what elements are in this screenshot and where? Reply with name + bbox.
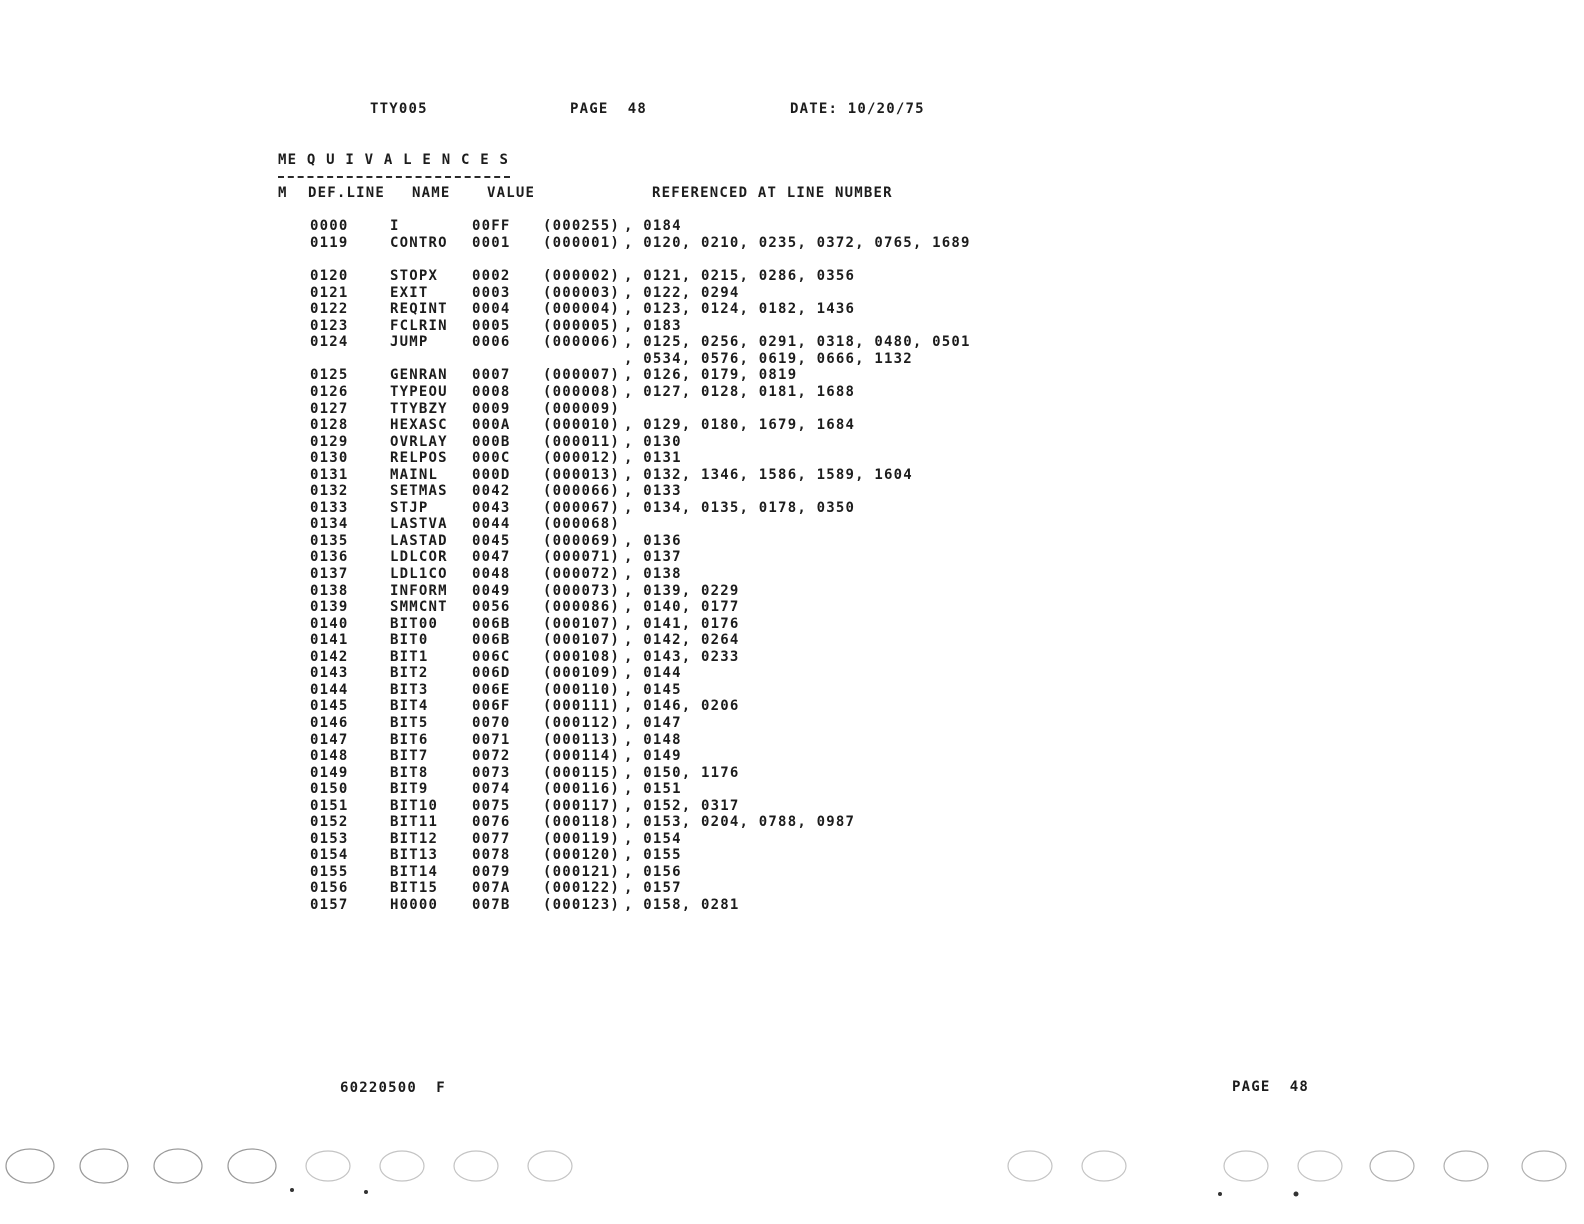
feed-hole	[1444, 1151, 1488, 1181]
symbol-name-cell: REQINT	[390, 301, 448, 318]
references-cell: , 0141, 0176	[624, 615, 740, 632]
def-line-cell: 0119	[310, 234, 349, 251]
def-line-cell: 0127	[310, 400, 349, 417]
column-header-m: M	[278, 185, 288, 201]
hex-value-cell: 006E	[472, 681, 511, 698]
hex-value-cell: 0007	[472, 367, 511, 384]
references-cell: , 0148	[624, 731, 682, 748]
symbol-name-cell: BIT13	[390, 847, 439, 864]
def-line-cell: 0154	[310, 847, 349, 864]
def-line-cell: 0134	[310, 516, 349, 533]
symbol-name-cell: OVRLAY	[390, 433, 448, 450]
def-line-cell: 0150	[310, 781, 349, 798]
feed-hole	[1008, 1151, 1052, 1181]
references-cell: , 0130	[624, 433, 682, 450]
hex-value-cell: 0056	[472, 599, 511, 616]
references-cell: , 0122, 0294	[624, 284, 740, 301]
def-line-cell: 0131	[310, 466, 349, 483]
def-line-cell: 0132	[310, 483, 349, 500]
decimal-value-cell: (000122)	[543, 880, 621, 897]
hex-value-cell: 0070	[472, 714, 511, 731]
decimal-value-cell: (000107)	[543, 632, 621, 649]
symbol-name-cell: FCLRIN	[390, 317, 448, 334]
column-header-name: NAME	[412, 185, 451, 201]
def-line-cell: 0145	[310, 698, 349, 715]
symbol-name-cell: TTYBZY	[390, 400, 448, 417]
decimal-value-cell: (000007)	[543, 367, 621, 384]
section-title: ME Q U I V A L E N C E S	[278, 152, 510, 168]
def-line-cell: 0121	[310, 284, 349, 301]
feed-hole	[454, 1151, 498, 1181]
decimal-value-cell: (000013)	[543, 466, 621, 483]
def-line-cell: 0139	[310, 599, 349, 616]
references-cell: , 0146, 0206	[624, 698, 740, 715]
symbol-name-cell: RELPOS	[390, 450, 448, 467]
references-cell: , 0131	[624, 450, 682, 467]
hex-value-cell: 0042	[472, 483, 511, 500]
program-name: TTY005	[370, 101, 428, 117]
def-line-cell: 0148	[310, 748, 349, 765]
def-line-cell: 0152	[310, 814, 349, 831]
decimal-value-cell: (000004)	[543, 301, 621, 318]
symbol-name-cell: I	[390, 218, 400, 234]
def-line-cell: 0151	[310, 797, 349, 814]
hex-value-cell: 0074	[472, 781, 511, 798]
hex-value-cell: 0008	[472, 383, 511, 400]
def-line-cell: 0155	[310, 863, 349, 880]
def-line-cell: 0140	[310, 615, 349, 632]
footer-page-number: PAGE 48	[1232, 1079, 1310, 1095]
decimal-value-cell: (000006)	[543, 334, 621, 351]
hex-value-cell: 007A	[472, 880, 511, 897]
symbol-name-cell: H0000	[390, 897, 439, 913]
references-cell: , 0121, 0215, 0286, 0356	[624, 268, 856, 285]
symbol-name-cell: BIT12	[390, 830, 439, 847]
decimal-value-cell: (000071)	[543, 549, 621, 566]
references-cell: , 0143, 0233	[624, 648, 740, 665]
decimal-value-cell: (000072)	[543, 566, 621, 582]
symbol-name-cell: STOPX	[390, 268, 439, 285]
references-cell: , 0184	[624, 218, 682, 234]
def-line-cell: 0156	[310, 880, 349, 897]
decimal-value-cell: (000068)	[543, 516, 621, 533]
references-cell: , 0155	[624, 847, 682, 864]
hex-value-cell: 006B	[472, 615, 511, 632]
references-cell: , 0140, 0177	[624, 599, 740, 616]
hex-value-cell: 0009	[472, 400, 511, 417]
def-line-cell: 0123	[310, 317, 349, 334]
page-number: PAGE 48	[570, 101, 648, 117]
def-line-cell: 0137	[310, 566, 349, 582]
def-line-cell: 0133	[310, 499, 349, 516]
symbol-name-cell: BIT4	[390, 698, 429, 715]
symbol-name-cell: BIT0	[390, 632, 429, 649]
hex-value-cell: 0002	[472, 268, 511, 285]
def-line-cell: 0149	[310, 764, 349, 781]
references-cell: , 0144	[624, 665, 682, 682]
column-header-referenced: REFERENCED AT LINE NUMBER	[652, 185, 893, 201]
decimal-value-cell: (000107)	[543, 615, 621, 632]
def-line-cell: 0153	[310, 830, 349, 847]
references-cell: , 0123, 0124, 0182, 1436	[624, 301, 856, 318]
references-cell: , 0183	[624, 317, 682, 334]
references-cell: , 0151	[624, 781, 682, 798]
decimal-value-cell: (000113)	[543, 731, 621, 748]
references-cell: , 0136	[624, 532, 682, 549]
feed-hole	[1082, 1151, 1126, 1181]
hex-value-cell: 0044	[472, 516, 511, 533]
references-cell: , 0154	[624, 830, 682, 847]
decimal-value-cell: (000005)	[543, 317, 621, 334]
references-cell: , 0129, 0180, 1679, 1684	[624, 417, 856, 434]
hex-value-cell: 0078	[472, 847, 511, 864]
hex-value-cell: 0073	[472, 764, 511, 781]
symbol-name-cell: BIT11	[390, 814, 439, 831]
references-cell: , 0153, 0204, 0788, 0987	[624, 814, 856, 831]
decimal-value-cell: (000117)	[543, 797, 621, 814]
symbol-name-cell: BIT6	[390, 731, 429, 748]
symbol-name-cell: BIT14	[390, 863, 439, 880]
decimal-value-cell: (000119)	[543, 830, 621, 847]
decimal-value-cell: (000086)	[543, 599, 621, 616]
decimal-value-cell: (000001)	[543, 234, 621, 251]
symbol-name-cell: INFORM	[390, 582, 448, 599]
references-cell: , 0150, 1176	[624, 764, 740, 781]
column-header-def-line: DEF.LINE	[308, 185, 386, 201]
symbol-name-cell: STJP	[390, 499, 429, 516]
def-line-cell: 0122	[310, 301, 349, 318]
paper-speck	[1218, 1192, 1222, 1196]
paper-speck	[290, 1188, 294, 1192]
decimal-value-cell: (000009)	[543, 400, 621, 417]
symbol-name-cell: LASTVA	[390, 516, 448, 533]
def-line-cell: 0124	[310, 334, 349, 351]
symbol-name-cell: HEXASC	[390, 417, 448, 434]
feed-hole	[154, 1149, 202, 1183]
def-line-cell: 0135	[310, 532, 349, 549]
decimal-value-cell: (000115)	[543, 764, 621, 781]
hex-value-cell: 0006	[472, 334, 511, 351]
decimal-value-cell: (000073)	[543, 582, 621, 599]
hex-value-cell: 0079	[472, 863, 511, 880]
hex-value-cell: 0076	[472, 814, 511, 831]
hex-value-cell: 00FF	[472, 218, 511, 234]
hex-value-cell: 007B	[472, 897, 511, 913]
references-cell: , 0127, 0128, 0181, 1688	[624, 383, 856, 400]
feed-hole	[1370, 1151, 1414, 1181]
decimal-value-cell: (000067)	[543, 499, 621, 516]
feed-hole	[1224, 1151, 1268, 1181]
decimal-value-cell: (000108)	[543, 648, 621, 665]
symbol-name-cell: BIT8	[390, 764, 429, 781]
decimal-value-cell: (000114)	[543, 748, 621, 765]
references-cell: , 0126, 0179, 0819	[624, 367, 798, 384]
references-cell: , 0147	[624, 714, 682, 731]
hex-value-cell: 000D	[472, 466, 511, 483]
def-line-cell: 0129	[310, 433, 349, 450]
hex-value-cell: 0045	[472, 532, 511, 549]
symbol-name-cell: GENRAN	[390, 367, 448, 384]
feed-hole	[528, 1151, 572, 1181]
symbol-name-cell: BIT2	[390, 665, 429, 682]
symbol-name-cell: SMMCNT	[390, 599, 448, 616]
def-line-cell: 0144	[310, 681, 349, 698]
decimal-value-cell: (000012)	[543, 450, 621, 467]
decimal-value-cell: (000111)	[543, 698, 621, 715]
symbol-name-cell: BIT00	[390, 615, 439, 632]
paper-speck	[364, 1190, 368, 1194]
hex-value-cell: 0049	[472, 582, 511, 599]
footer-document-code: 60220500 F	[340, 1080, 446, 1096]
hex-value-cell: 0075	[472, 797, 511, 814]
def-line-cell: 0120	[310, 268, 349, 285]
def-line-cell: 0146	[310, 714, 349, 731]
decimal-value-cell: (000008)	[543, 383, 621, 400]
hex-value-cell: 0071	[472, 731, 511, 748]
def-line-cell: 0136	[310, 549, 349, 566]
hex-value-cell: 0003	[472, 284, 511, 301]
column-header-value: VALUE	[487, 185, 536, 201]
symbol-name-cell: TYPEOU	[390, 383, 448, 400]
references-cell: , 0156	[624, 863, 682, 880]
def-line-cell: 0157	[310, 897, 349, 913]
feed-hole	[1298, 1151, 1342, 1181]
decimal-value-cell: (000003)	[543, 284, 621, 301]
references-cell: , 0145	[624, 681, 682, 698]
decimal-value-cell: (000118)	[543, 814, 621, 831]
decimal-value-cell: (000120)	[543, 847, 621, 864]
decimal-value-cell: (000121)	[543, 863, 621, 880]
symbol-name-cell: MAINL	[390, 466, 439, 483]
hex-value-cell: 0072	[472, 748, 511, 765]
hex-value-cell: 0043	[472, 499, 511, 516]
decimal-value-cell: (000112)	[543, 714, 621, 731]
hex-value-cell: 006C	[472, 648, 511, 665]
references-cell: , 0120, 0210, 0235, 0372, 0765, 1689	[624, 234, 971, 251]
references-cell: , 0142, 0264	[624, 632, 740, 649]
references-cell: , 0152, 0317	[624, 797, 740, 814]
references-cell: , 0157	[624, 880, 682, 897]
print-date: DATE: 10/20/75	[790, 101, 925, 117]
references-cell: , 0125, 0256, 0291, 0318, 0480, 0501	[624, 334, 971, 351]
symbol-name-cell: BIT7	[390, 748, 429, 765]
hex-value-cell: 006D	[472, 665, 511, 682]
def-line-cell: 0130	[310, 450, 349, 467]
hex-value-cell: 0047	[472, 549, 511, 566]
symbol-name-cell: BIT10	[390, 797, 439, 814]
symbol-name-cell: SETMAS	[390, 483, 448, 500]
decimal-value-cell: (000116)	[543, 781, 621, 798]
symbol-name-cell: BIT1	[390, 648, 429, 665]
hex-value-cell: 000A	[472, 417, 511, 434]
hex-value-cell: 0005	[472, 317, 511, 334]
feed-hole	[228, 1149, 276, 1183]
symbol-name-cell: EXIT	[390, 284, 429, 301]
section-underline	[278, 176, 510, 178]
def-line-cell: 0125	[310, 367, 349, 384]
symbol-name-cell: JUMP	[390, 334, 429, 351]
def-line-cell: 0128	[310, 417, 349, 434]
decimal-value-cell: (000255)	[543, 218, 621, 234]
references-cell: , 0132, 1346, 1586, 1589, 1604	[624, 466, 913, 483]
paper-speck	[1294, 1192, 1299, 1197]
decimal-value-cell: (000123)	[543, 897, 621, 913]
hex-value-cell: 006F	[472, 698, 511, 715]
references-cell: , 0137	[624, 549, 682, 566]
hex-value-cell: 000B	[472, 433, 511, 450]
decimal-value-cell: (000069)	[543, 532, 621, 549]
feed-hole	[80, 1149, 128, 1183]
decimal-value-cell: (000066)	[543, 483, 621, 500]
def-line-cell: 0142	[310, 648, 349, 665]
references-cell: , 0138	[624, 566, 682, 582]
tractor-feed-holes	[0, 1140, 1584, 1200]
references-cell: , 0133	[624, 483, 682, 500]
symbol-name-cell: LDL1CO	[390, 566, 448, 582]
symbol-name-cell: LDLCOR	[390, 549, 448, 566]
symbol-name-cell: BIT9	[390, 781, 429, 798]
decimal-value-cell: (000002)	[543, 268, 621, 285]
def-line-cell: 0000	[310, 218, 349, 234]
references-cell: , 0139, 0229	[624, 582, 740, 599]
references-cell: , 0134, 0135, 0178, 0350	[624, 499, 856, 516]
feed-hole	[380, 1151, 424, 1181]
symbol-name-cell: BIT3	[390, 681, 429, 698]
references-cell: , 0149	[624, 748, 682, 765]
decimal-value-cell: (000010)	[543, 417, 621, 434]
feed-hole	[1522, 1151, 1566, 1181]
symbol-name-cell: LASTAD	[390, 532, 448, 549]
def-line-cell: 0138	[310, 582, 349, 599]
def-line-cell: 0147	[310, 731, 349, 748]
def-line-cell: 0126	[310, 383, 349, 400]
references-cell: , 0534, 0576, 0619, 0666, 1132	[624, 350, 913, 367]
hex-value-cell: 0004	[472, 301, 511, 318]
def-line-cell: 0143	[310, 665, 349, 682]
feed-hole	[306, 1151, 350, 1181]
hex-value-cell: 000C	[472, 450, 511, 467]
hex-value-cell: 0048	[472, 566, 511, 582]
feed-hole	[6, 1149, 54, 1183]
decimal-value-cell: (000110)	[543, 681, 621, 698]
symbol-name-cell: BIT5	[390, 714, 429, 731]
hex-value-cell: 0001	[472, 234, 511, 251]
hex-value-cell: 0077	[472, 830, 511, 847]
def-line-cell: 0141	[310, 632, 349, 649]
hex-value-cell: 006B	[472, 632, 511, 649]
references-cell: , 0158, 0281	[624, 897, 740, 913]
decimal-value-cell: (000011)	[543, 433, 621, 450]
symbol-name-cell: BIT15	[390, 880, 439, 897]
symbol-name-cell: CONTRO	[390, 234, 448, 251]
decimal-value-cell: (000109)	[543, 665, 621, 682]
